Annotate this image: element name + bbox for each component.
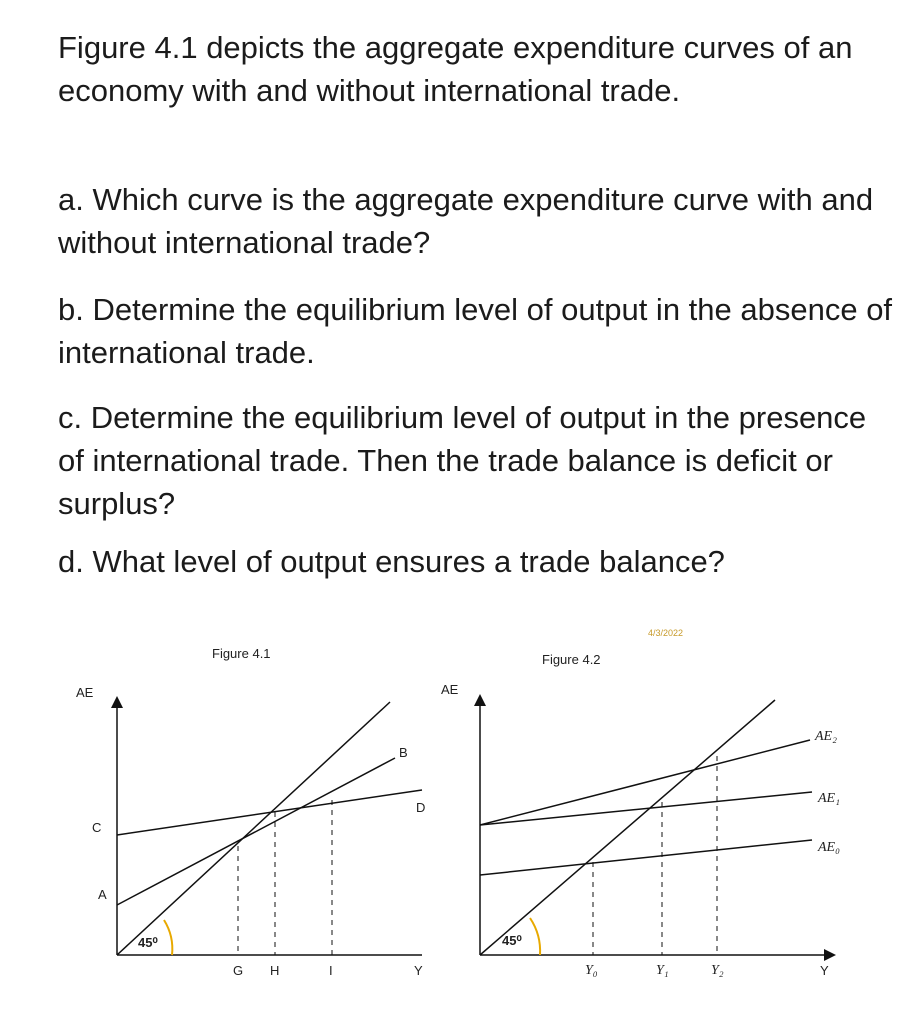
question-a: a. Which curve is the aggregate expenditure curve with and without international trade?	[58, 182, 874, 260]
question-d: d. What level of output ensures a trade balance?	[58, 544, 725, 579]
figure-4-1-intercept-c: C	[92, 820, 102, 835]
figure-4-1-intercept-a: A	[98, 887, 107, 902]
figure-4-2-ae1-label: AE₁	[818, 791, 840, 806]
figure-4-1-ae-line-a	[117, 758, 395, 905]
figure-4-1-tick-i: I	[329, 963, 333, 978]
figure-4-2-angle-label: 45⁰	[502, 933, 522, 948]
question-intro: Figure 4.1 depicts the aggregate expenditure curves of an economy with and without international trade.	[58, 30, 853, 108]
figure-4-2-date-stamp: 4/3/2022	[648, 628, 684, 638]
figure-4-1-label-d: D	[416, 800, 426, 815]
figure-4-2-ae2-label: AE₂	[815, 729, 837, 744]
figure-4-1-angle-label: 45⁰	[138, 935, 158, 950]
figure-4-2-angle-arc	[530, 918, 540, 955]
figures-diagram	[0, 600, 924, 1024]
figure-4-2-x-axis-label: Y	[820, 963, 829, 978]
figure-4-2-tick-y0: Y₀	[585, 963, 598, 978]
figure-4-1	[76, 646, 425, 978]
figure-4-1-x-axis-label: Y	[414, 963, 423, 978]
figure-4-1-angle-arc	[164, 920, 172, 955]
question-b: b. Determine the equilibrium level of output in the absence of international trade.	[58, 292, 893, 370]
figure-4-2-y-axis-label: AE	[441, 682, 459, 697]
figure-4-1-title: Figure 4.1	[212, 646, 271, 661]
figure-4-2-tick-y2: Y₂	[711, 963, 724, 978]
figure-4-2	[441, 628, 840, 978]
figure-4-2-title: Figure 4.2	[542, 652, 601, 667]
figure-4-2-ae1-line	[480, 792, 812, 825]
figure-4-2-tick-y1: Y₁	[656, 963, 669, 978]
figure-4-1-label-b: B	[399, 745, 408, 760]
figure-4-2-45-degree-line	[480, 700, 775, 955]
figure-4-2-ae0-label: AE₀	[818, 840, 840, 855]
figure-4-1-ae-line-c	[117, 790, 422, 835]
figure-4-1-tick-g: G	[233, 963, 244, 978]
figure-4-1-tick-h: H	[270, 963, 280, 978]
figure-4-2-ae0-line	[480, 840, 812, 875]
question-c: c. Determine the equilibrium level of output in the presence of international trade. Then the trade balance is deficit or surplus?	[58, 400, 867, 521]
figure-4-1-y-axis-label: AE	[76, 685, 94, 700]
